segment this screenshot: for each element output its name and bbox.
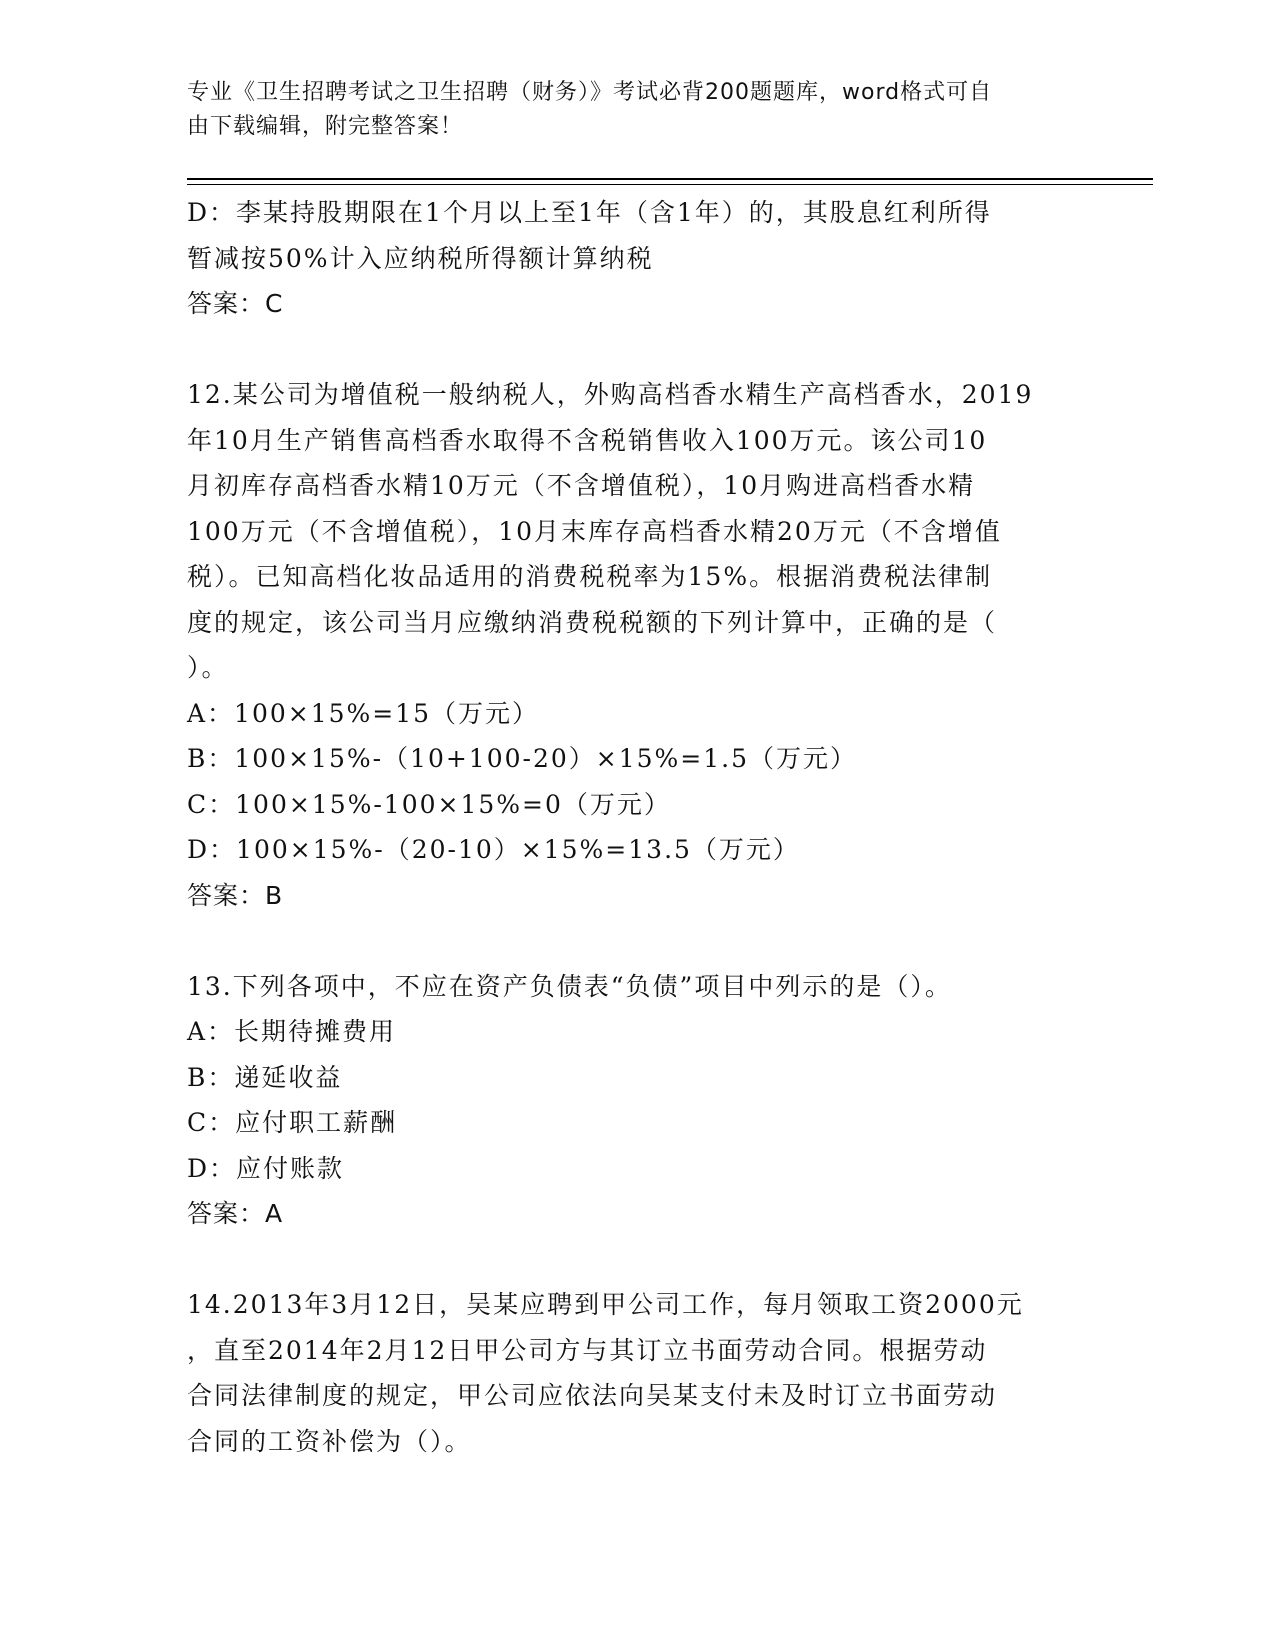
q12-stem-line-6: 度的规定，该公司当月应缴纳消费税税额的下列计算中，正确的是（ <box>187 607 998 637</box>
q12-option-c: C：100×15%-100×15%=0（万元） <box>187 789 671 819</box>
q12-option-a: A：100×15%=15（万元） <box>187 698 540 728</box>
question-13 <box>187 964 1087 1237</box>
q14-stem-line-2: ，直至2014年2月12日甲公司方与其订立书面劳动合同。根据劳动 <box>187 1335 988 1365</box>
q12-answer: 答案：B <box>187 880 284 910</box>
header-line-1: 专业《卫生招聘考试之卫生招聘（财务）》考试必背200题题库，word格式可自 <box>187 80 993 105</box>
q12-stem-line-4: 100万元（不含增值税），10月末库存高档香水精20万元（不含增值 <box>187 516 1002 546</box>
q11-option-d-line-2: 暂减按50%计入应纳税所得额计算纳税 <box>187 243 654 273</box>
q11-answer: 答案：C <box>187 289 284 318</box>
spacer <box>187 1237 1087 1283</box>
q11-option-d-line-1: D：李某持股期限在1个月以上至1年（含1年）的，其股息红利所得 <box>187 198 992 227</box>
q14-stem-line-4: 合同的工资补偿为（）。 <box>187 1426 472 1456</box>
q12-stem-line-1: 12.某公司为增值税一般纳税人，外购高档香水精生产高档香水，2019 <box>187 380 1034 409</box>
q12-stem-line-5: 税）。已知高档化妆品适用的消费税税率为15%。根据消费税法律制 <box>187 562 993 591</box>
q12-option-b: B：100×15%-（10+100-20）×15%=1.5（万元） <box>187 744 858 773</box>
q13-option-c: C：应付职工薪酬 <box>187 1108 398 1137</box>
q13-option-d: D：应付账款 <box>187 1153 345 1183</box>
q14-stem-line-1: 14.2013年3月12日，吴某应聘到甲公司工作，每月领取工资2000元 <box>187 1290 1024 1319</box>
q12-option-d: D：100×15%-（20-10）×15%=13.5（万元） <box>187 835 800 864</box>
page-header <box>187 76 1087 144</box>
q12-stem-line-3: 月初库存高档香水精10万元（不含增值税），10月购进高档香水精 <box>187 471 976 500</box>
question-12 <box>187 372 1087 918</box>
spacer <box>187 918 1087 964</box>
header-line-2: 由下载编辑，附完整答案！ <box>187 114 464 139</box>
q13-stem: 13.下列各项中，不应在资产负债表“负债”项目中列示的是（）。 <box>187 971 952 1001</box>
q12-stem-line-7: ）。 <box>187 653 229 682</box>
document-body <box>187 190 1087 1464</box>
q14-stem-line-3: 合同法律制度的规定，甲公司应依法向吴某支付未及时订立书面劳动 <box>187 1381 998 1410</box>
q13-option-a: A：长期待摊费用 <box>187 1017 397 1046</box>
header-rule-thin <box>187 184 1153 185</box>
spacer <box>187 327 1087 373</box>
header-rule-thick <box>187 178 1153 180</box>
q12-stem-line-2: 年10月生产销售高档香水取得不含税销售收入100万元。该公司10 <box>187 425 988 455</box>
question-14 <box>187 1282 1087 1464</box>
question-11-tail <box>187 190 1087 327</box>
q13-answer: 答案：A <box>187 1199 284 1228</box>
q13-option-b: B：递延收益 <box>187 1062 343 1092</box>
